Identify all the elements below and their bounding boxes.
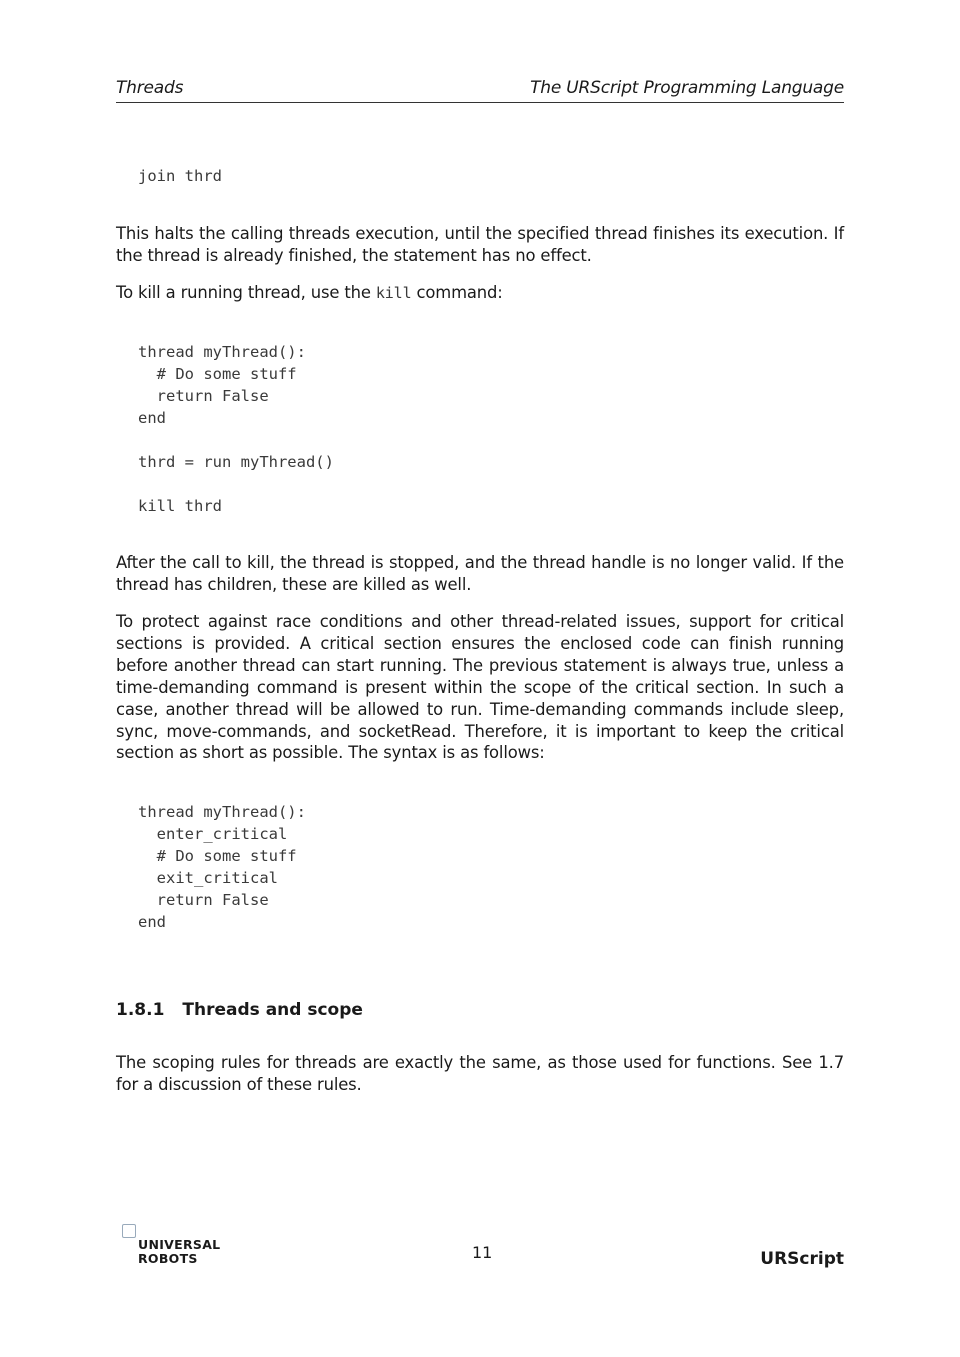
header-document-title: The URScript Programming Language xyxy=(530,78,844,98)
inline-code-kill: kill xyxy=(375,284,412,302)
page-header xyxy=(116,78,844,103)
paragraph-kill-explanation: After the call to kill, the thread is stopped, and the thread handle is no longer valid. If the thread has children, these are killed as well. xyxy=(116,553,844,594)
paragraph-kill-intro-before: To kill a running thread, use the xyxy=(116,283,376,302)
paragraph-thread-scope: The scoping rules for threads are exactly the same, as those used for functions. See 1.7 for a discussion of these rules. xyxy=(116,1053,844,1094)
universal-robots-logo xyxy=(122,1224,232,1268)
code-block-join: join thrd xyxy=(138,167,222,185)
page-number: 11 xyxy=(472,1243,493,1262)
paragraph-critical-sections: To protect against race conditions and other thread-related issues, support for critical sections is provided. A critical section ensures the enclosed code can finish running before another thread can start running. The previous statement is always true, unless a time-demanding command is present within the scope of the critical section. In such a case, another thread will be allowed to run. Time-demanding commands include sleep, sync, move-commands, and socketRead. Therefore, it is important to keep the critical section as short as possible. The syntax is as follows: xyxy=(116,612,844,763)
code-block-kill-example: thread myThread(): # Do some stuff return False end thrd = run myThread() kill thrd xyxy=(138,343,334,515)
code-block-critical-example: thread myThread(): enter_critical # Do some stuff exit_critical return False end xyxy=(138,803,306,931)
header-chapter-title: Threads xyxy=(116,78,184,98)
paragraph-join-explanation: This halts the calling threads execution, until the specified thread finishes its execution. If the thread is already finished, the statement has no effect. xyxy=(116,224,844,265)
paragraph-kill-intro-after: command: xyxy=(411,283,503,302)
section-number: 1.8.1 xyxy=(116,1000,165,1020)
paragraph-kill-intro xyxy=(116,282,844,305)
section-title: Threads and scope xyxy=(182,1000,363,1020)
logo-mark-icon xyxy=(122,1224,136,1238)
logo-text-line2: ROBOTS xyxy=(138,1251,198,1266)
logo-text-line1: UNIVERSAL xyxy=(138,1237,221,1252)
section-heading xyxy=(116,1000,363,1020)
footer-product-name: URScript xyxy=(760,1249,844,1269)
